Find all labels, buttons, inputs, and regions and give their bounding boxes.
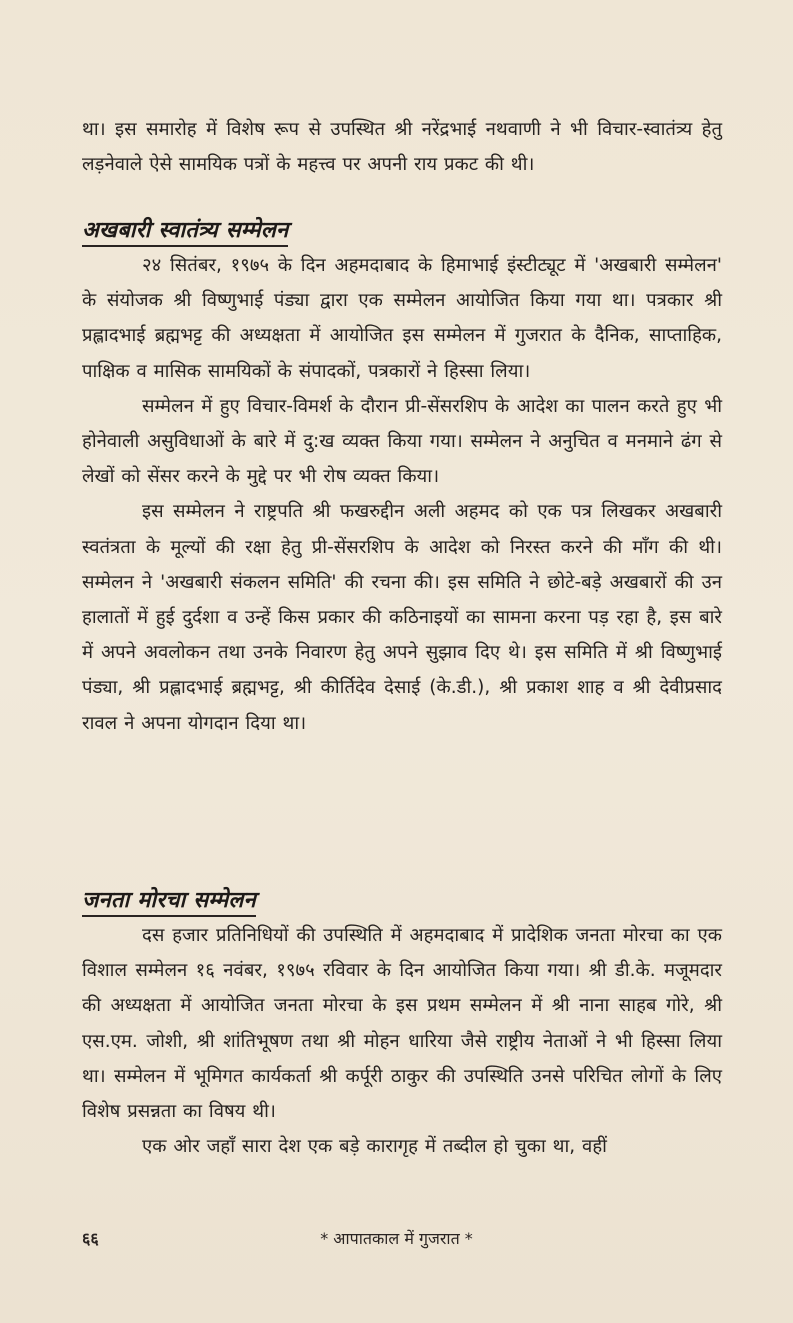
page-number: ६६	[82, 1229, 99, 1248]
janata-morcha-paragraph-1: दस हजार प्रतिनिधियों की उपस्थिति में अहमदाबाद में प्रादेशिक जनता मोरचा का एक विशाल सम्मेलन १६ नवंबर, १९७५ रविवार के दिन आयोजित किया गया। श्री डी.के. मजूमदार की अध्यक्षता में आयोजित जनता मोरचा के इस प्रथम सम्मेलन में श्री नाना साहब गोरे, श्री एस.एम. जोशी, श्री शांतिभूषण तथा श्री मोहन धारिया जैसे राष्ट्रीय नेताओं ने भी हिस्सा लिया था। सम्मेलन में भूमिगत कार्यकर्ता श्री कर्पूरी ठाकुर की उपस्थिति उनसे परिचित लोगों के लिए विशेष प्रसन्नता का विषय थी।	[82, 925, 722, 1123]
press-freedom-paragraph-2: सम्मेलन में हुए विचार-विमर्श के दौरान प्री-सेंसरशिप के आदेश का पालन करते हुए भी होनेवाली असुविधाओं के बारे में दु:ख व्यक्त किया गया। सम्मेलन ने अनुचित व मनमाने ढंग से लेखों को सेंसर करने के मुद्दे पर भी रोष व्यक्त किया।	[82, 395, 722, 488]
janata-morcha-paragraph-2: एक ओर जहाँ सारा देश एक बड़े कारागृह में तब्दील हो चुका था, वहीं	[142, 1136, 607, 1158]
running-footer-title: * आपातकाल में गुजरात *	[320, 1229, 473, 1248]
intro-paragraph-block	[82, 112, 722, 182]
section-heading-janata-morcha: जनता मोरचा सम्मेलन	[82, 884, 256, 917]
press-freedom-paragraph-1: २४ सितंबर, १९७५ के दिन अहमदाबाद के हिमाभाई इंस्टीट्यूट में 'अखबारी सम्मेलन' के संयोजक श्री विष्णुभाई पंड्या द्वारा एक सम्मेलन आयोजित किया गया था। पत्रकार श्री प्रह्लादभाई ब्रह्मभट्ट की अध्यक्षता में आयोजित इस सम्मेलन में गुजरात के दैनिक, साप्ताहिक, पाक्षिक व मासिक सामयिकों के संपादकों, पत्रकारों ने हिस्सा लिया।	[82, 255, 722, 382]
intro-paragraph: था। इस समारोह में विशेष रूप से उपस्थित श्री नरेंद्रभाई नथवाणी ने भी विचार-स्वातंत्र्य हेतु लड़नेवाले ऐसे सामयिक पत्रों के महत्त्व पर अपनी राय प्रकट की थी।	[82, 119, 722, 176]
press-freedom-paragraph-3: इस सम्मेलन ने राष्ट्रपति श्री फखरुद्दीन अली अहमद को एक पत्र लिखकर अखबारी स्वतंत्रता के मूल्यों की रक्षा हेतु प्री-सेंसरशिप के आदेश को निरस्त करने की माँग की थी। सम्मेलन ने 'अखबारी संकलन समिति' की रचना की। इस समिति ने छोटे-बड़े अखबारों की उन हालातों में हुई दुर्दशा व उन्हें किस प्रकार की कठिनाइयों का सामना करना पड़ रहा है, इस बारे में अपने अवलोकन तथा उनके निवारण हेतु अपने सुझाव दिए थे। इस समिति में श्री विष्णुभाई पंड्या, श्री प्रह्लादभाई ब्रह्मभट्ट, श्री कीर्तिदेव देसाई (के.डी.), श्री प्रकाश शाह व श्री देवीप्रसाद रावल ने अपना योगदान दिया था।	[82, 501, 722, 734]
janata-morcha-section	[82, 918, 722, 1164]
press-freedom-section	[82, 248, 722, 741]
section-heading-press-freedom: अखबारी स्वातंत्र्य सम्मेलन	[82, 214, 288, 247]
